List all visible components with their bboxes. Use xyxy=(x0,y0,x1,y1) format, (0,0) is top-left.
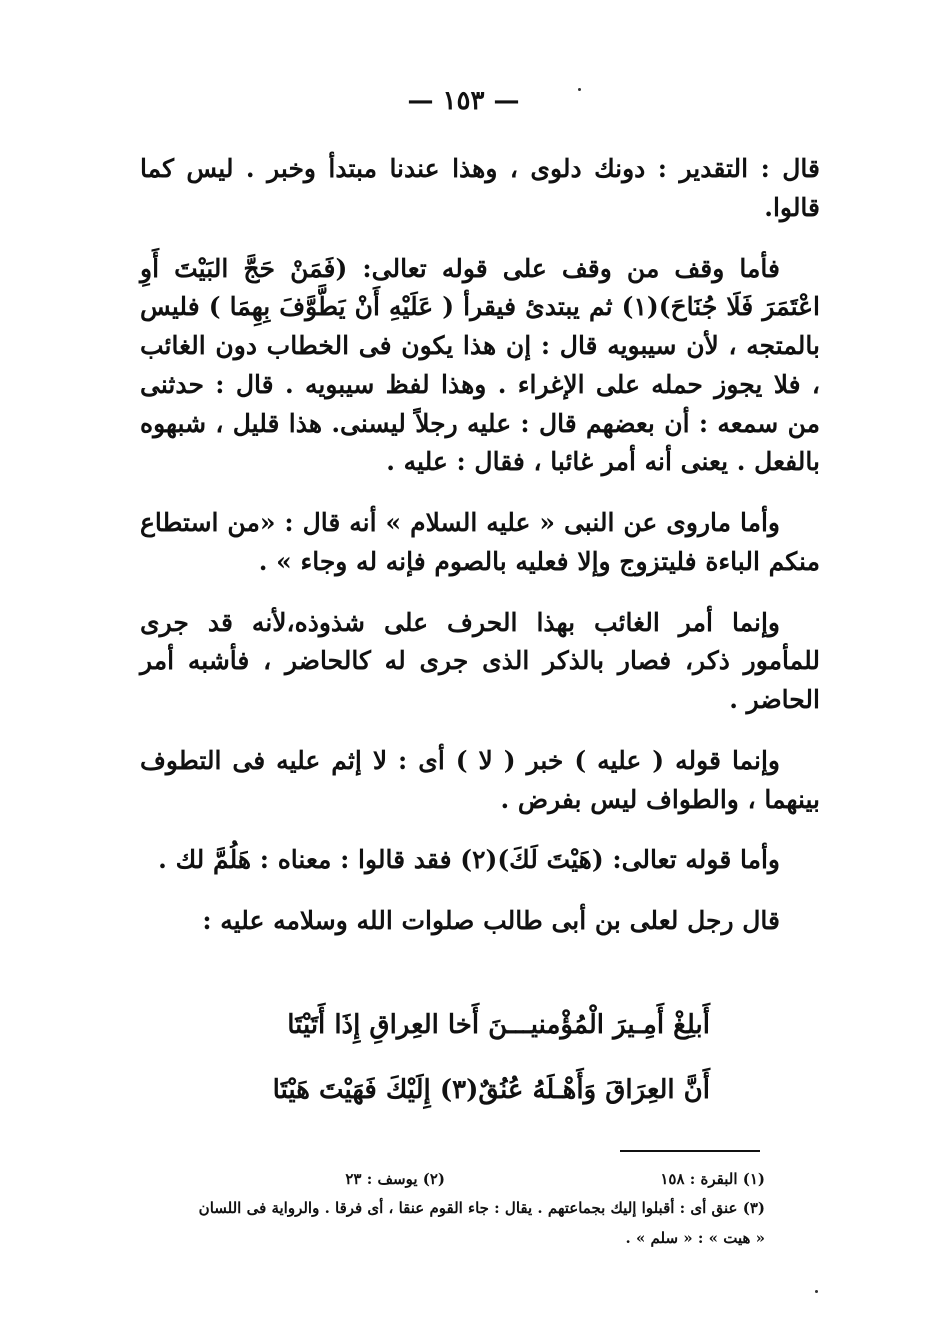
verse-line-1: أَبلِغْ أَمِـيرَ الْمُؤْمنيـــنَ أَخا العِراقِ إِذَا أَتَيْتَا xyxy=(287,1010,710,1040)
paragraph-2: فأما وقف من وقف على قوله تعالى: (فَمَنْ حَجَّ البَيْتَ أَوِ اعْتَمَرَ فَلَا جُنَاحَ)(١) ثم يبتدئ فيقرأ ( عَلَيْهِ أَنْ يَطَّوَّفَ بِهِمَا ) فليس بالمتجه ، لأن سيبويه قال : إن هذا يكون فى الخطاب دون الغائب ، فلا يجوز حمله على الإغراء . وهذا لفظ سيبويه . قال : حدثنى من سمعه : أن بعضهم قال : عليه رجلاً ليسنى. هذا قليل ، شبهوه بالفعل . يعنى أنه أمر غائبا ، فقال : عليه . xyxy=(140,253,820,477)
paragraph-4: وإنما أمر الغائب بهذا الحرف على شذوذه،لأنه قد جرى للمأمور ذكر، فصار بالذكر الذى جرى له كالحاضر ، فأشبه أمر الحاضر . xyxy=(140,607,820,714)
paragraph-7: قال رجل لعلى بن أبى طالب صلوات الله وسلامه عليه : xyxy=(202,906,780,935)
footnote-row xyxy=(125,1165,765,1194)
footnote-3: (٣) عنق أى : أقبلوا إليك بجماعتهم . يقال : جاء القوم عنقا ، أى فرقا . والرواية فى اللسان xyxy=(198,1199,765,1218)
paragraph-1: قال : التقدير : دونك دلوى ، وهذا عندنا مبتدأ وخبر . ليس كما قالوا. xyxy=(140,154,820,222)
main-text xyxy=(140,150,820,963)
print-speck xyxy=(815,1290,818,1293)
paragraph-3: وأما ماروى عن النبى « عليه السلام » أنه قال : «من استطاع منكم الباءة فليتزوج وإلا فعليه بالصوم فإنه له وجاء » . xyxy=(140,508,820,576)
paragraph-6: وأما قوله تعالى: (هَيْتَ لَكَ)(٢) فقد قالوا : معناه : هَلُمَّ لك . xyxy=(158,845,780,875)
footnote-1: (١) البقرة : ١٥٨ xyxy=(660,1170,765,1188)
footnote-3-continuation: « هيت » : « سلم » . xyxy=(625,1228,765,1247)
page-number: — ١٥٣ — xyxy=(407,86,520,116)
paragraph-5: وإنما قوله ( عليه ) خبر ( لا ) أى : لا إثم عليه فى التطوف بينهما ، والطواف ليس بفرض . xyxy=(140,745,820,814)
footnote-2: (٢) يوسف : ٢٣ xyxy=(345,1170,445,1188)
verse-line-2: أَنَّ العِرَاقَ وَأَهْـلَهُ عُنُقٌ(٣) إِلَيْكَ فَهَيْتَ هَيْتَا xyxy=(272,1075,710,1105)
print-speck xyxy=(578,88,581,91)
footnote-divider xyxy=(620,1150,760,1152)
footnotes xyxy=(125,1165,765,1253)
